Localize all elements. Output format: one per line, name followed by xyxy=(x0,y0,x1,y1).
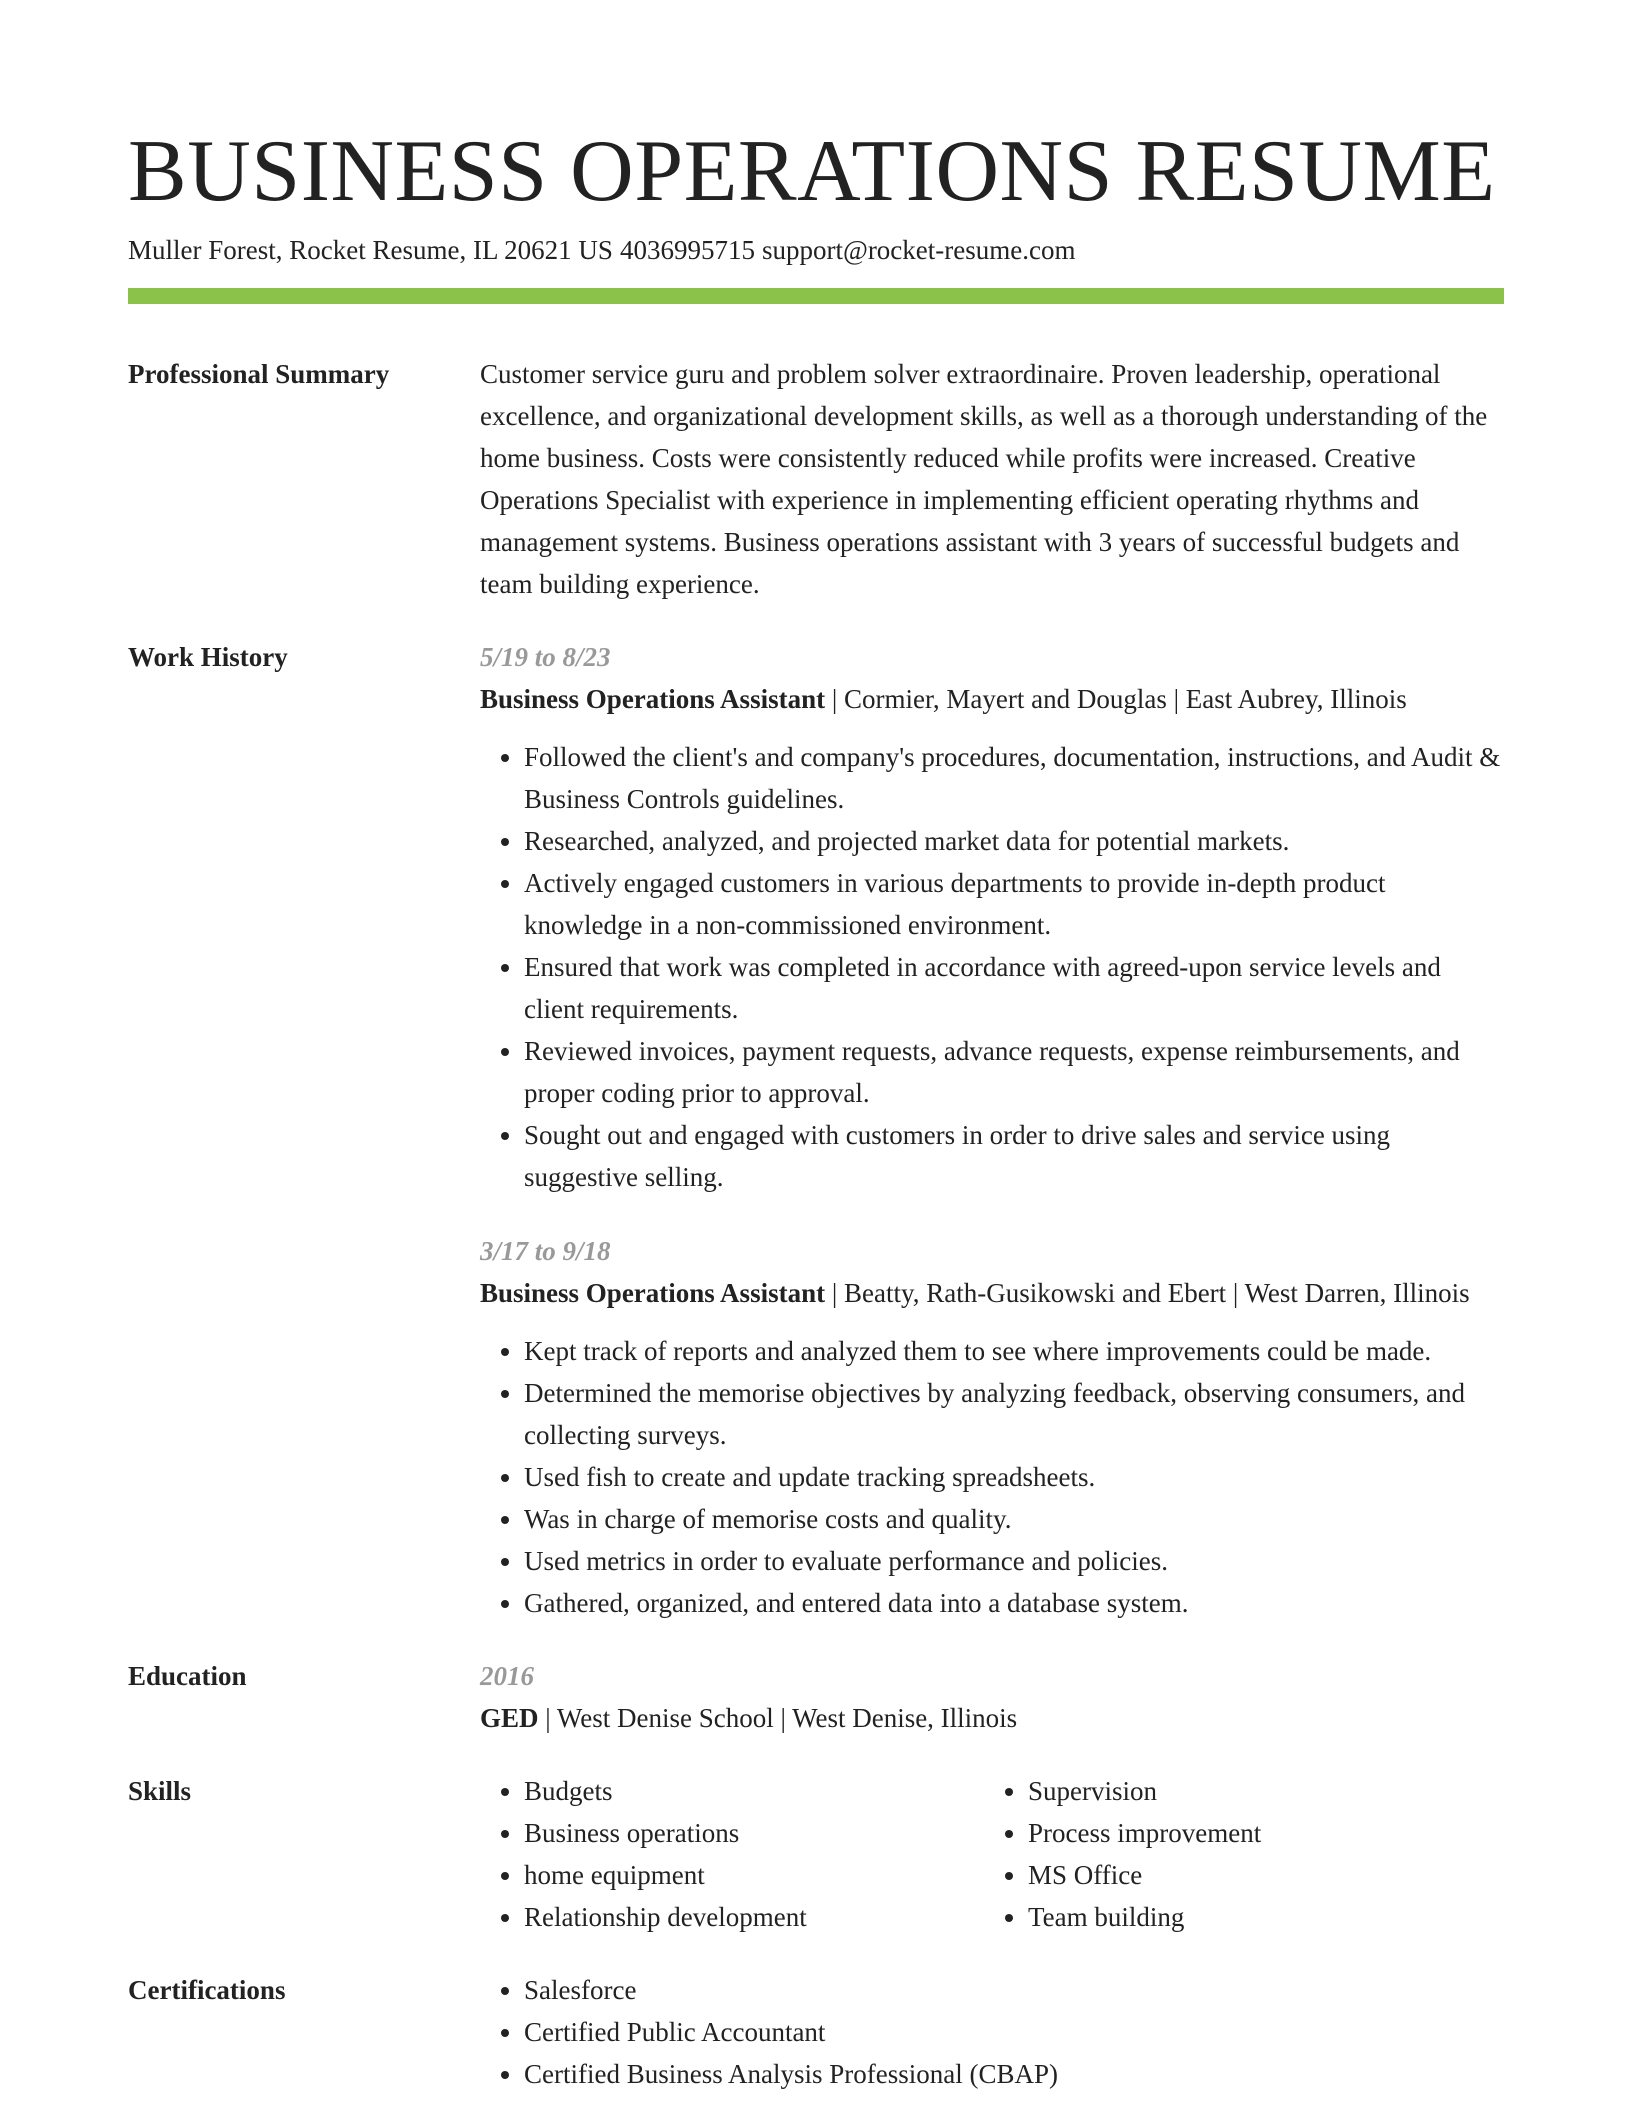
list-item: • Process improvement xyxy=(1028,1812,1488,1854)
list-item: • Certified Public Accountant xyxy=(524,2011,1504,2053)
section-skills xyxy=(128,1770,1504,1938)
list-item: • Certified Business Analysis Professional (CBAP) xyxy=(524,2053,1504,2095)
education-details: | West Denise School | West Denise, Illinois xyxy=(538,1703,1018,1733)
resume-page xyxy=(128,122,1504,2095)
list-item: • Actively engaged customers in various departments to provide in-depth product knowledge in a non-commissioned environment. xyxy=(524,862,1504,946)
contact-line xyxy=(128,230,1504,270)
skills-column-right xyxy=(984,1770,1488,1938)
section-title-education: Education xyxy=(128,1661,247,1691)
list-item: • Used metrics in order to evaluate performance and policies. xyxy=(524,1540,1504,1582)
job-dates: 5/19 to 8/23 xyxy=(480,642,611,672)
list-item: • Business operations xyxy=(524,1812,984,1854)
list-item: • home equipment xyxy=(524,1854,984,1896)
section-title-summary: Professional Summary xyxy=(128,359,390,389)
section-work-history xyxy=(128,636,1504,1624)
section-title-skills: Skills xyxy=(128,1776,192,1806)
list-item: • Ensured that work was completed in accordance with agreed-upon service levels and client requirements. xyxy=(524,946,1504,1030)
list-item: • MS Office xyxy=(1028,1854,1488,1896)
job-entry xyxy=(480,1230,1504,1624)
section-summary xyxy=(128,353,1504,605)
contact-address: Muller Forest, Rocket Resume, IL 20621 US xyxy=(128,235,613,265)
section-body-skills xyxy=(480,1770,1504,1938)
job-details: | Beatty, Rath-Gusikowski and Ebert | West Darren, Illinois xyxy=(825,1278,1470,1308)
contact-email: support@rocket-resume.com xyxy=(761,235,1076,265)
resume-title: BUSINESS OPERATIONS RESUME xyxy=(128,123,1496,220)
job-bullets xyxy=(480,736,1504,1198)
list-item: • Supervision xyxy=(1028,1770,1488,1812)
job-heading xyxy=(480,678,1504,720)
list-item: • Team building xyxy=(1028,1896,1488,1938)
job-bullets xyxy=(480,1330,1504,1624)
skills-list-right xyxy=(984,1770,1488,1938)
section-body-work xyxy=(480,636,1504,1624)
list-item: • Followed the client's and company's procedures, documentation, instructions, and Audit & Business Controls guidelines. xyxy=(524,736,1504,820)
section-body-certifications xyxy=(480,1969,1504,2095)
job-details: | Cormier, Mayert and Douglas | East Aubrey, Illinois xyxy=(825,684,1407,714)
list-item: • Was in charge of memorise costs and quality. xyxy=(524,1498,1504,1540)
education-heading xyxy=(480,1697,1504,1739)
list-item: • Relationship development xyxy=(524,1896,984,1938)
section-certifications xyxy=(128,1969,1504,2095)
contact-phone: 4036995715 xyxy=(619,235,755,265)
list-item: • Sought out and engaged with customers in order to drive sales and service using suggestive selling. xyxy=(524,1114,1504,1198)
education-year: 2016 xyxy=(480,1661,534,1691)
list-item: • Researched, analyzed, and projected market data for potential markets. xyxy=(524,820,1504,862)
list-item: • Gathered, organized, and entered data into a database system. xyxy=(524,1582,1504,1624)
section-title-work: Work History xyxy=(128,642,288,672)
list-item: • Reviewed invoices, payment requests, advance requests, expense reimbursements, and proper coding prior to approval. xyxy=(524,1030,1504,1114)
section-body-education xyxy=(480,1655,1504,1739)
summary-text: Customer service guru and problem solver extraordinaire. Proven leadership, operational excellence, and organizational development skills, as well as a thorough understanding of the home business. Costs were consistently reduced while profits were increased. Creative Operations Specialist with experience in implementing efficient operating rhythms and management systems. Business operations assistant with 3 years of successful budgets and team building experience. xyxy=(480,359,1488,599)
section-body-summary xyxy=(480,353,1504,605)
education-degree: GED xyxy=(480,1703,539,1733)
section-title-certifications: Certifications xyxy=(128,1975,286,2005)
list-item: • Used fish to create and update tracking spreadsheets. xyxy=(524,1456,1504,1498)
job-dates: 3/17 to 9/18 xyxy=(480,1236,611,1266)
skills-list-left xyxy=(480,1770,984,1938)
job-entry xyxy=(480,636,1504,1198)
job-heading xyxy=(480,1272,1504,1314)
job-role: Business Operations Assistant xyxy=(480,1278,826,1308)
section-education xyxy=(128,1655,1504,1739)
accent-divider xyxy=(128,288,1504,304)
list-item: • Salesforce xyxy=(524,1969,1504,2011)
skills-grid xyxy=(480,1770,1504,1938)
list-item: • Determined the memorise objectives by analyzing feedback, observing consumers, and collecting surveys. xyxy=(524,1372,1504,1456)
skills-column-left xyxy=(480,1770,984,1938)
certifications-list xyxy=(480,1969,1504,2095)
list-item: • Kept track of reports and analyzed them to see where improvements could be made. xyxy=(524,1330,1504,1372)
list-item: • Budgets xyxy=(524,1770,984,1812)
job-role: Business Operations Assistant xyxy=(480,684,826,714)
